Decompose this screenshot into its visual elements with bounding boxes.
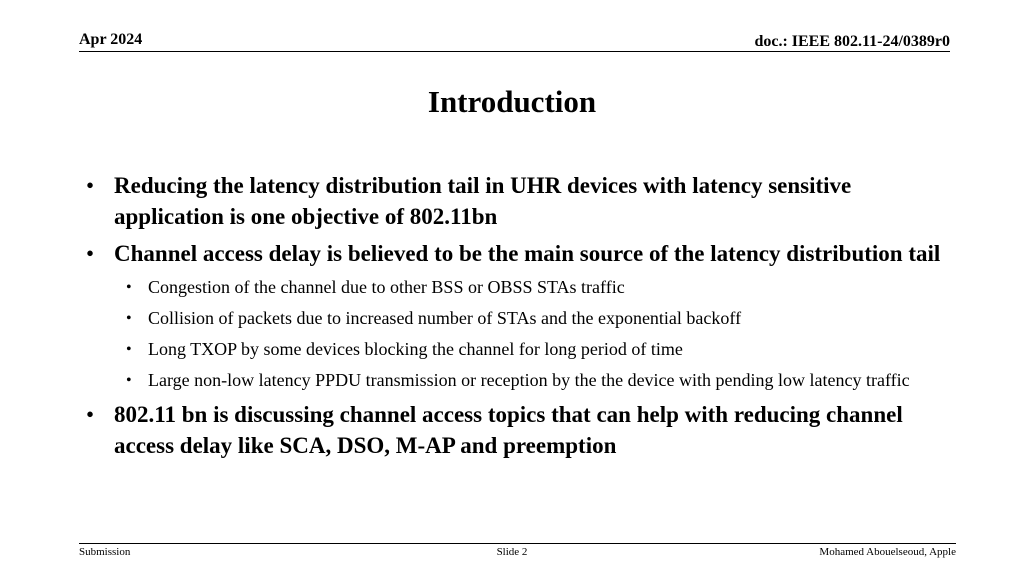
header-date: Apr 2024 [79,31,143,48]
slide-content [84,170,964,467]
bullet-dot-icon: • [86,173,95,198]
sub-bullet-text: Long TXOP by some devices blocking the channel for long period of time [148,339,683,359]
footer-divider [79,543,956,544]
bullet-text: Channel access delay is believed to be the main source of the latency distribution tail [114,241,941,266]
bullet-text: Reducing the latency distribution tail in UHR devices with latency sensitive application is one objective of 802.11bn [114,173,852,229]
header-divider [79,51,950,52]
sub-bullet-dot-icon: • [126,279,132,296]
footer-slide-number: Slide 2 [496,546,528,558]
sub-bullet-text: Congestion of the channel due to other BSS or OBSS STAs traffic [148,277,625,297]
bullet-dot-icon: • [86,241,95,266]
sub-bullet-text: Collision of packets due to increased number of STAs and the exponential backoff [148,308,742,328]
bullet-list [84,170,964,461]
footer-author: Mohamed Abouelseoud, Apple [819,546,956,558]
bullet-text: 802.11 bn is discussing channel access topics that can help with reducing channel access delay like SCA, DSO, M-AP and preemption [114,402,903,458]
footer-submission: Submission [79,546,131,558]
sub-bullet-dot-icon: • [126,372,132,389]
bullet-item [84,399,964,461]
bullet-dot-icon: • [86,402,95,427]
bullet-item [84,238,964,393]
sub-bullet-item [114,275,964,300]
header-doc-id: doc.: IEEE 802.11-24/0389r0 [754,33,950,50]
sub-bullet-item [114,337,964,362]
sub-bullet-item [114,368,964,393]
sub-bullet-item [114,306,964,331]
sub-bullet-text: Large non-low latency PPDU transmission or reception by the the device with pending low latency traffic [148,370,910,390]
slide-title: Introduction [427,84,597,119]
bullet-item [84,170,964,232]
sub-bullet-list [114,275,964,393]
sub-bullet-dot-icon: • [126,310,132,327]
sub-bullet-dot-icon: • [126,341,132,358]
